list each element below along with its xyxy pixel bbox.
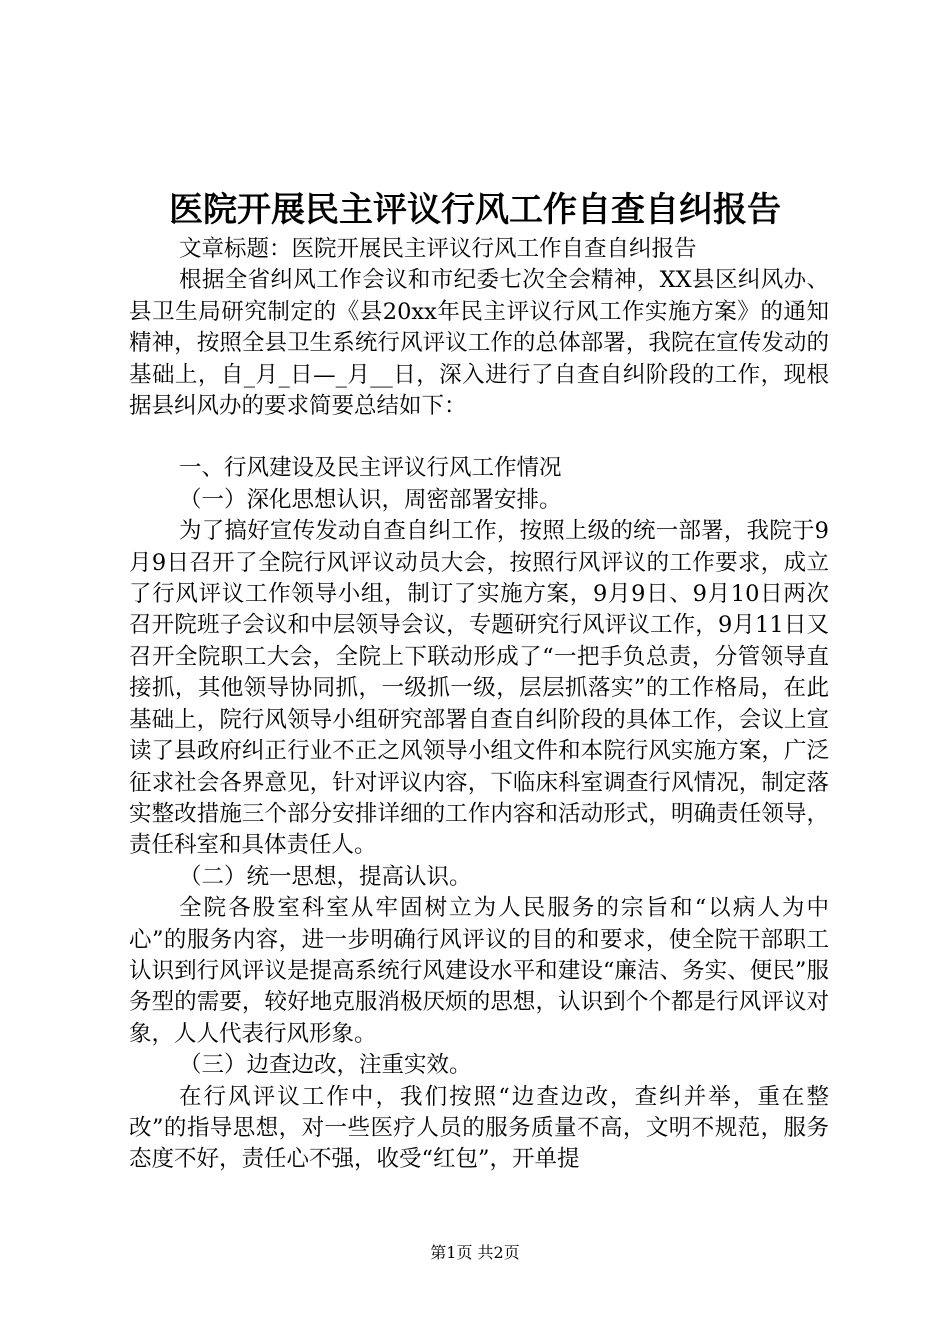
page-footer: 第1页 共2页 [430,1243,520,1262]
subsection-heading-3: （三）边查边改，注重实效。 [179,1052,472,1079]
subsection-heading-2: （二）统一思想，提高认识。 [179,863,472,890]
article-title-line: 文章标题：医院开展民主评议行风工作自查自纠报告 [179,236,697,262]
section-heading: 一、行风建设及民主评议行风工作情况 [179,455,562,482]
document-title: 医院开展民主评议行风工作自查自纠报告 [169,190,781,230]
subsection-heading-1: （一）深化思想认识，周密部署安排。 [179,486,562,513]
document-body [129,234,829,1176]
intro-paragraph: 根据全省纠风工作会议和市纪委七次全会精神，XX县区纠风办、县卫生局研究制定的《县20xx年民主评议行风工作实施方案》的通知精神，按照全县卫生系统行风评议工作的总体部署，我院在宣传发动的基础上，自_月_日—_月__日，深入进行了自查自纠阶段的工作，现根据县纠风办的要求简要总结如下： [129,267,829,420]
body-paragraph-2: 全院各股室科室从牢固树立为人民服务的宗旨和“以病人为中心”的服务内容，进一步明确行风评议的目的和要求，使全院干部职工认识到行风评议是提高系统行风建设水平和建设“廉洁、务实、便民”服务型的需要，较好地克服消极厌烦的思想，认识到个个都是行风评议对象，人人代表行风形象。 [129,895,829,1047]
paragraph-gap [129,422,829,453]
body-paragraph-1: 为了搞好宣传发动自查自纠工作，按照上级的统一部署，我院于9月9日召开了全院行风评议动员大会，按照行风评议的工作要求，成立了行风评议工作领导小组，制订了实施方案，9月9日、9月10日两次召开院班子会议和中层领导会议，专题研究行风评议工作，9月11日又召开全院职工大会，全院上下联动形成了“一把手负总责，分管领导直接抓，其他领导协同抓，一级抓一级，层层抓落实”的工作格局，在此基础上，院行风领导小组研究部署自查自纠阶段的具体工作，会议上宣读了县政府纠正行业不正之风领导小组文件和本院行风实施方案，广泛征求社会各界意见，针对评议内容，下临床科室调查行风情况，制定落实整改措施三个部分安排详细的工作内容和活动形式，明确责任领导，责任科室和具体责任人。 [129,518,829,859]
body-paragraph-3: 在行风评议工作中，我们按照“边查边改，查纠并举，重在整改”的指导思想，对一些医疗人员的服务质量不高，文明不规范，服务态度不好，责任心不强，收受“红包”，开单提 [129,1083,829,1173]
